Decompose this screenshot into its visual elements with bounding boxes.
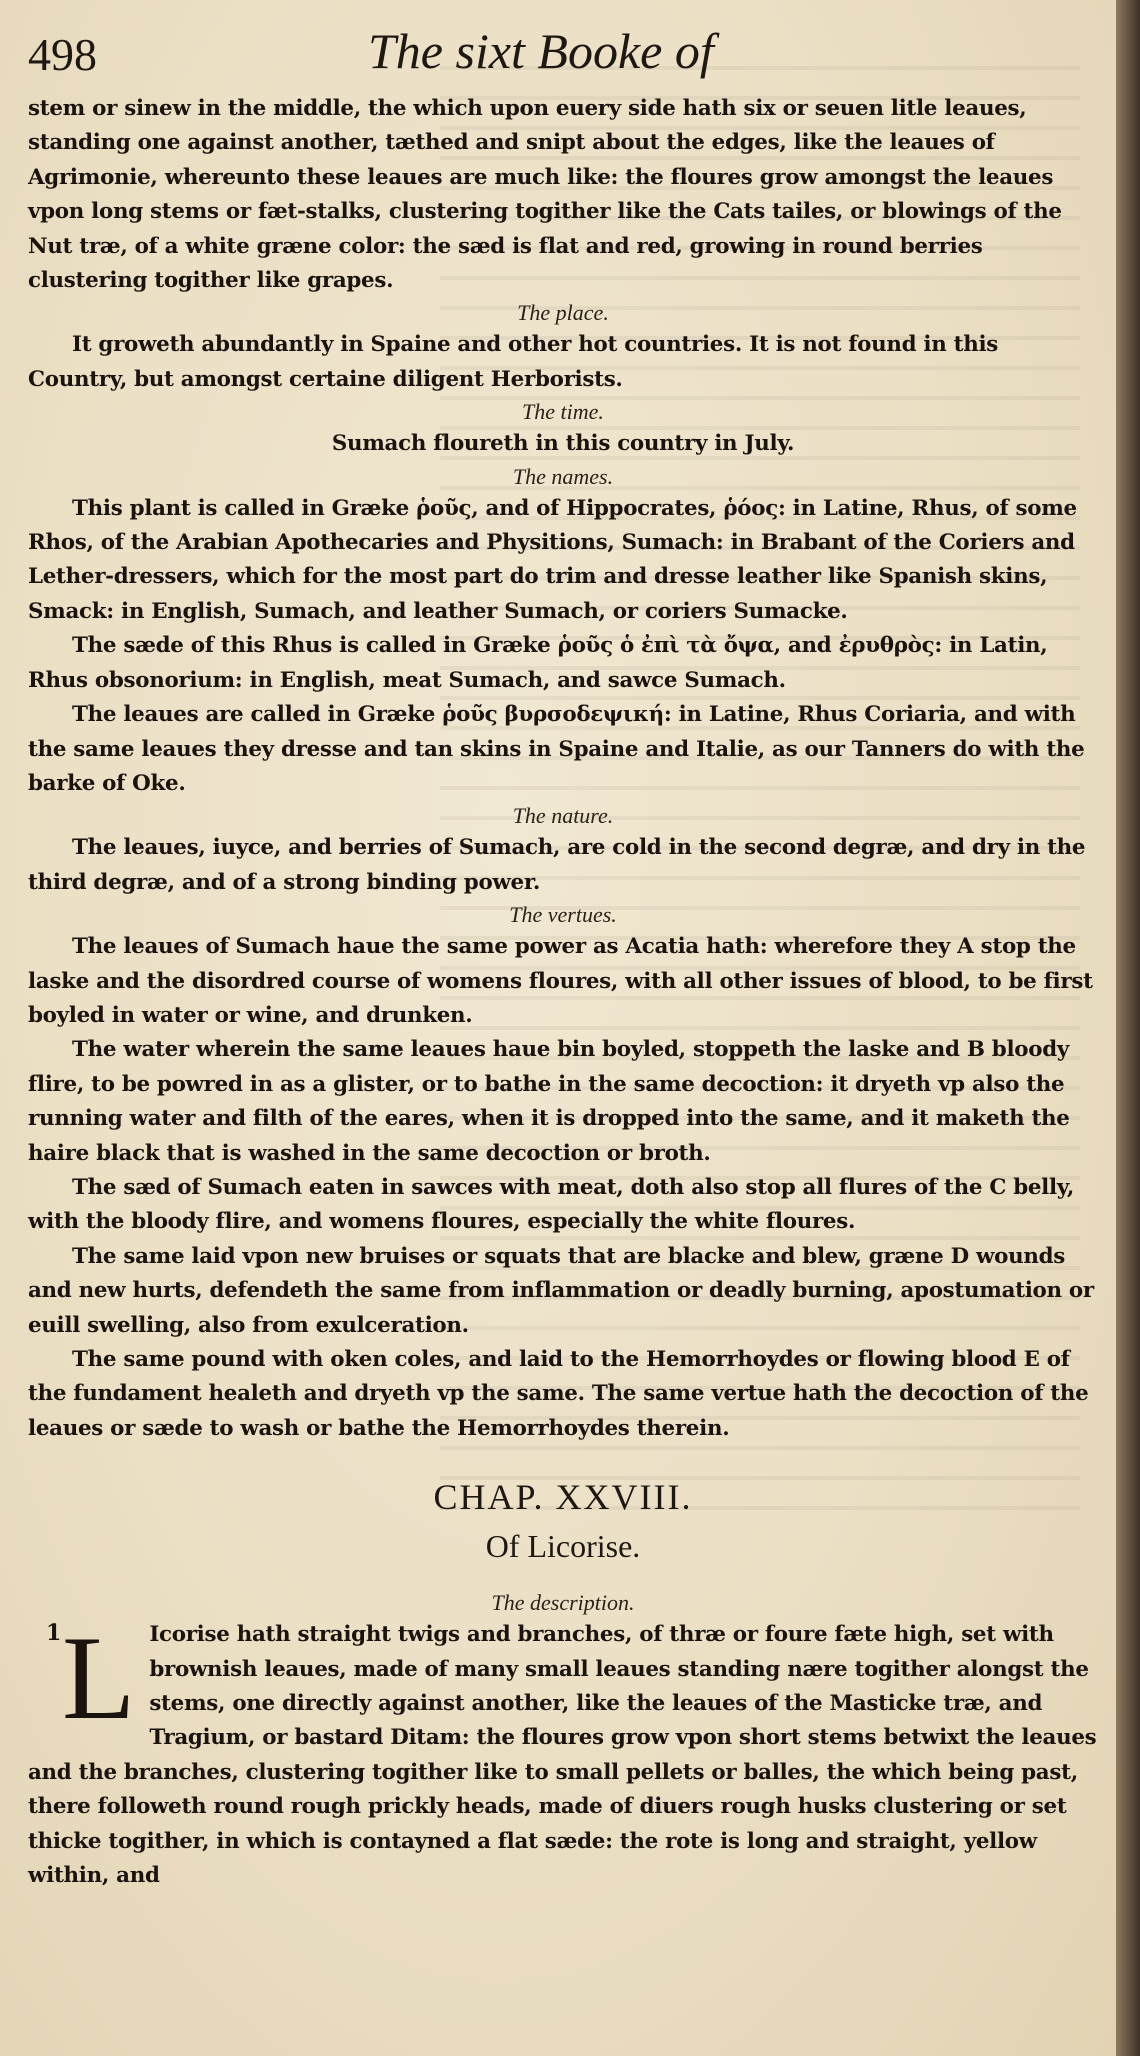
running-title: The sixt Booke of	[368, 23, 714, 79]
chapter-title: Of Licorise.	[485, 1528, 641, 1565]
names-paragraph: The leaues are called in Græke ῥοῦς βυρσοδεψική: in Latine, Rhus Coriaria, and with the same leaues they dresse and tan skins in Spaine and Italie, as our Tanners do with the barke of Oke.	[28, 702, 1085, 796]
licorise-description-heading: The description.	[491, 1590, 635, 1616]
licorise-description-block	[28, 1611, 1098, 1893]
time-heading: The time.	[522, 399, 604, 425]
chapter-number: CHAP. XXVIII.	[433, 1477, 693, 1518]
vertues-paragraph: The sæd of Sumach eaten in sawces with meat, doth also stop all flures of the C belly, with the bloody flire, and womens floures, especially the white floures.	[28, 1174, 1075, 1235]
sumach-description-text: stem or sinew in the middle, the which upon euery side hath six or seuen litle leaues, standing one against another, tæthed and snipt about the edges, like the leaues of Agrimonie, whereunto these leaues are much like: the floures grow amongst the leaues vpon long stems or fæt-stalks, clustering togither like the Cats tailes, or blowings of the Nut træ, of a white græne color: the sæd is flat and red, growing in round berries clustering togither like grapes.	[28, 96, 1062, 294]
book-gutter-shadow	[1116, 0, 1140, 2056]
names-heading: The names.	[512, 463, 614, 489]
page-number: 498	[28, 29, 97, 80]
vertues-paragraph: The water wherein the same leaues haue bin boyled, stoppeth the laske and B bloody flire, to be powred in as a glister, or to bathe in the same decoction: it dryeth vp also the running water and filth of the eares, when it is dropped into the same, and it maketh the haire black that is washed in the same decoction or broth.	[28, 1037, 1070, 1166]
licorise-description-text: Icorise hath straight twigs and branches, of thræ or foure fæte high, set with brownish leaues, made of many small leaues standing nære togither alongst the stems, one directly against another, like the leaues of the Masticke træ, and Tragium, or bastard Ditam: the floures grow vpon short stems betwixt the leaues and the branches, clustering togither like to small pellets or balles, the which being past, there followeth round rough prickly heads, made of diuers rough husks clustering or set thicke togither, in which is contayned a flat sæde: the rote is long and straight, yellow within, and	[28, 1622, 1097, 1889]
page-header	[28, 22, 1098, 92]
nature-heading: The nature.	[512, 803, 614, 829]
time-text: Sumach floureth in this country in July.	[331, 431, 795, 457]
vertues-paragraph: The same pound with oken coles, and laid to the Hemorrhoydes or flowing blood E of the fundament healeth and dryeth vp the same. The same vertue hath the decoction of the leaues or sæde to wash or bathe the Hemorrhoydes therein.	[28, 1347, 1089, 1441]
page-body	[28, 92, 1098, 1893]
vertues-paragraph: The same laid vpon new bruises or squats that are blacke and blew, græne D wounds and new hurts, defendeth the same from inflammation or deadly burning, apostumation or euill swelling, also from exulceration.	[28, 1243, 1094, 1338]
names-paragraph: This plant is called in Græke ῥοῦς, and of Hippocrates, ῥόος: in Latine, Rhus, of some Rhos, of the Arabian Apothecaries and Physitions, Sumach: in Brabant of the Coriers and Lether-dressers, which for the most part do trim and dresse leather like Spanish skins, Smack: in English, Sumach, and leather Sumach, or coriers Sumacke.	[28, 495, 1077, 624]
place-heading: The place.	[517, 300, 609, 326]
vertues-paragraph: The leaues of Sumach haue the same power as Acatia hath: wherefore they A stop the laske and the disordred course of womens floures, with all other issues of blood, to be first boyled in water or wine, and drunken.	[28, 934, 1093, 1028]
line-marker: 1	[46, 1620, 62, 1647]
vertues-heading: The vertues.	[509, 902, 617, 928]
drop-cap-initial: L	[62, 1611, 136, 1745]
names-paragraph: The sæde of this Rhus is called in Græke ῥοῦς ὁ ἐπὶ τὰ ὄψα, and ἐρυθρὸς: in Latin, Rhus obsonorium: in English, meat Sumach, and sawce Sumach.	[28, 633, 1048, 693]
place-text: It groweth abundantly in Spaine and other hot countries. It is not found in this Country, but amongst certaine diligent Herborists.	[28, 332, 999, 392]
nature-text: The leaues, iuyce, and berries of Sumach, are cold in the second degræ, and dry in the third degræ, and of a strong binding power.	[28, 835, 1086, 895]
